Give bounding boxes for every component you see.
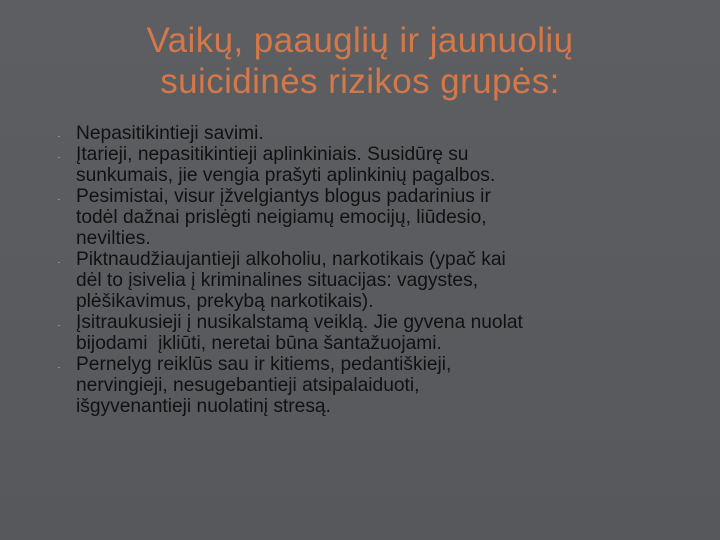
bullet-text-line: Pesimistai, visur įžvelgiantys blogus padarinius ir (76, 186, 491, 207)
slide-title-line-1: Vaikų, paauglių ir jaunuolių (146, 21, 574, 60)
bullet-text-line: dėl to įsivelia į kriminalines situacijas: vagystes, (76, 270, 479, 291)
bullet-text-line: Pernelyg reiklūs sau ir kitiems, pedantiškieji, (76, 354, 452, 375)
bullet-text-line: išgyvenantieji nuolatinį stresą. (76, 396, 331, 417)
bullet-dot-icon: · (57, 194, 61, 204)
bullet-dot-icon: · (57, 362, 61, 372)
bullet-list (0, 123, 720, 417)
bullet-text-line: nevilties. (76, 228, 151, 249)
bullet-item (0, 144, 720, 186)
bullet-item (0, 123, 720, 144)
bullet-text-line: plėšikavimus, prekybą narkotikais). (76, 291, 374, 312)
slide-title (20, 20, 700, 102)
bullet-dot-icon: · (57, 131, 61, 141)
slide-title-line-2: suicidinės rizikos grupės: (160, 62, 560, 101)
bullet-dot-icon: · (57, 257, 61, 267)
bullet-text-line: sunkumais, jie vengia prašyti aplinkinių pagalbos. (76, 165, 496, 186)
bullet-item (0, 186, 720, 249)
bullet-text-line: nervingieji, nesugebantieji atsipalaiduoti, (76, 375, 420, 396)
bullet-item (0, 249, 720, 312)
bullet-item (0, 354, 720, 417)
bullet-text-line: todėl dažnai prislėgti neigiamų emocijų, liūdesio, (76, 207, 487, 228)
bullet-dot-icon: · (57, 320, 61, 330)
bullet-text-line: Įsitraukusieji į nusikalstamą veiklą. Jie gyvena nuolat (76, 312, 523, 333)
bullet-text-line: Piktnaudžiaujantieji alkoholiu, narkotikais (ypač kai (76, 249, 506, 270)
bullet-text-line: bijodami įkliūti, neretai būna šantažuojami. (76, 333, 442, 354)
bullet-text-line: Nepasitikintieji savimi. (76, 123, 264, 144)
bullet-text-line: Įtarieji, nepasitikintieji aplinkiniais. Susidūrę su (76, 144, 469, 165)
bullet-item (0, 312, 720, 354)
bullet-dot-icon: · (57, 152, 61, 162)
